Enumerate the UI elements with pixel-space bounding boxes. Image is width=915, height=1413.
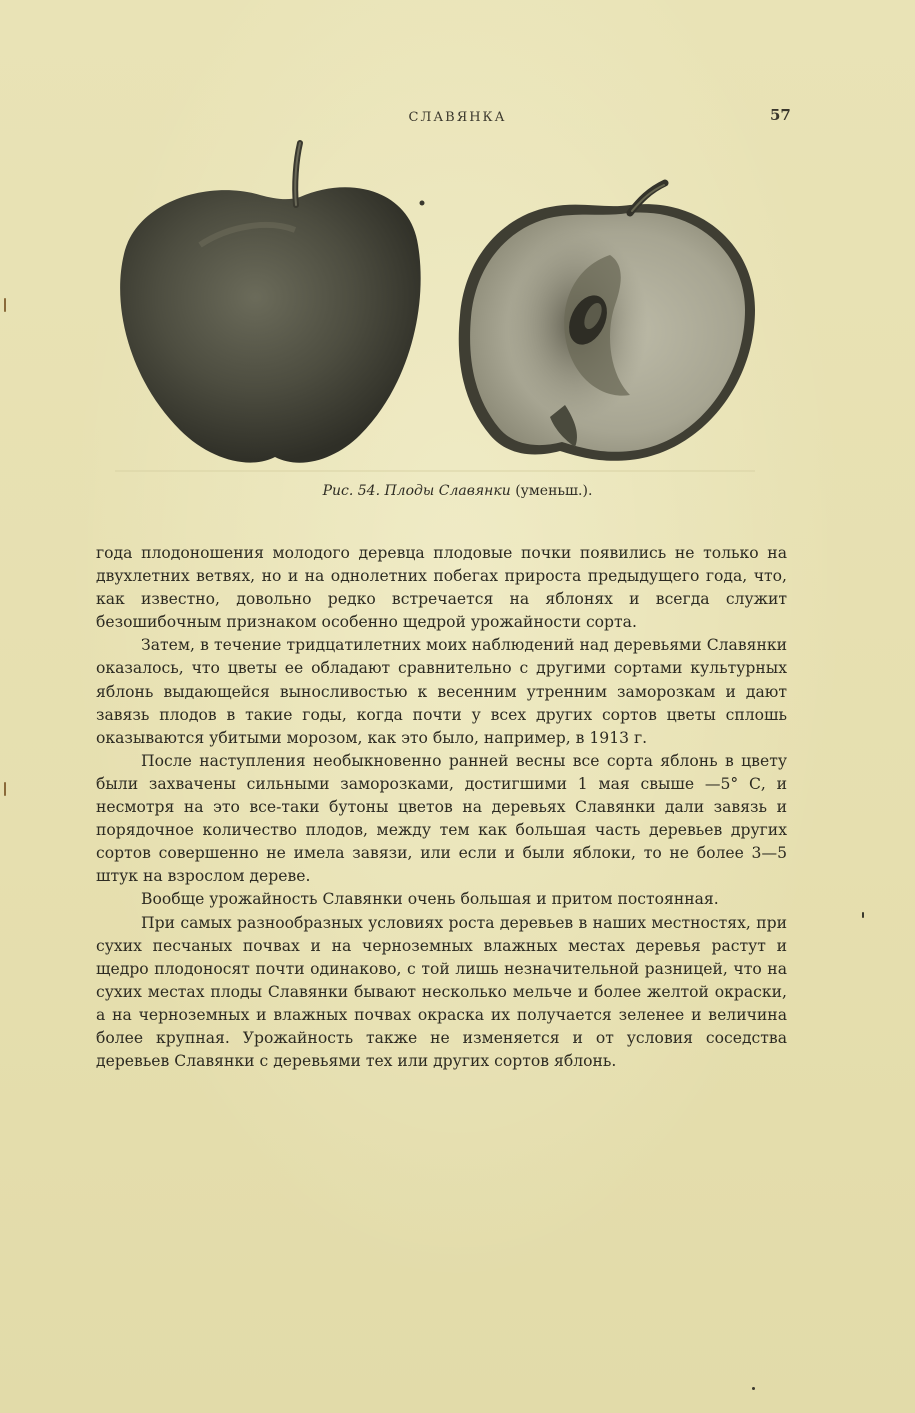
paragraph: года плодоношения молодого деревца плодовые почки появились не только на двухлетних ветвях, но и на однолетних побегах прироста предыдущего года, что, как известно, довольно редко встречается на яблонях и всегда служит безошибочным признаком особенно щедрой урожайности сорта.: [96, 544, 787, 632]
whole-apple: [120, 143, 421, 463]
page-speck: [752, 1387, 755, 1390]
page-speck: [4, 782, 6, 796]
running-head: СЛАВЯНКА: [408, 110, 507, 125]
apple-figure: [110, 135, 760, 475]
paragraph: Вообще урожайность Славянки очень большая и притом постоянная.: [141, 890, 719, 909]
body-text: [96, 542, 787, 1073]
page-number: 57: [770, 106, 791, 124]
caption-label: Рис. 54. Плоды Славянки: [322, 483, 511, 499]
paragraph: Затем, в течение тридцатилетних моих наблюдений над деревьями Славянки оказалось, что цветы ее обладают сравнительно с другими сортами культурных яблонь выдающейся выносливостью к весенним утренним заморозкам и дают завязь плодов в такие годы, когда почти у всех других сортов цветы сплошь оказываются убитыми морозом, как это было, например, в 1913 г.: [96, 636, 787, 747]
page-speck: [4, 298, 6, 312]
halved-apple: [459, 183, 755, 461]
page-speck: [862, 912, 864, 918]
apple-photo-icon: [110, 135, 760, 475]
caption-note: (уменьш.).: [510, 483, 593, 499]
figure-caption: [0, 483, 915, 499]
paragraph: После наступления необыкновенно ранней весны все сорта яблонь в цвету были захвачены сильными заморозками, достигшими 1 мая свыше —5° С, и несмотря на это все-таки бутоны цветов на деревьях Славянки дали завязь и порядочное количество плодов, между тем как большая часть деревьев других сортов совершенно не имела завязи, или если и были яблоки, то не более 3—5 штук на взрослом дереве.: [96, 751, 787, 886]
paragraph: При самых разнообразных условиях роста деревьев в наших местностях, при сухих песчаных почвах и на черноземных влажных местах деревья растут и щедро плодоносят почти одинаково, с той лишь незначительной разницей, что на сухих местах плоды Славянки бывают несколько мельче и более желтой окраски, а на черноземных и влажных почвах окраска их получается зеленее и величина более крупная. Урожайность также не изменяется и от условия соседства деревьев Славянки с деревьями тех или других сортов яблонь.: [96, 913, 787, 1071]
